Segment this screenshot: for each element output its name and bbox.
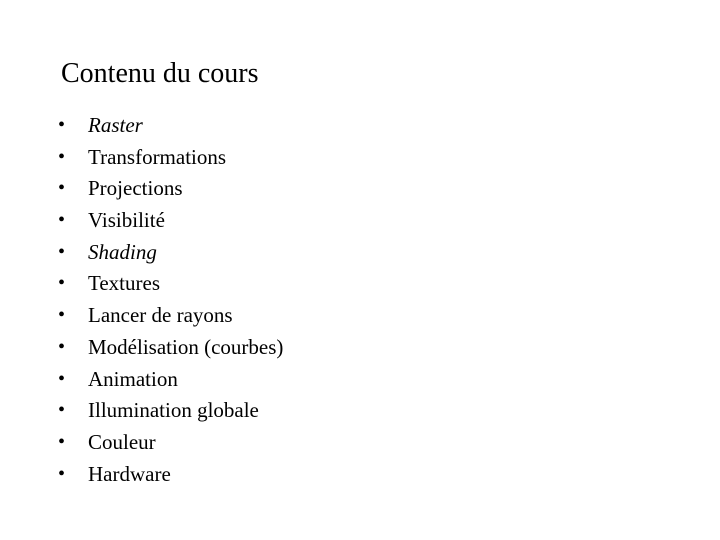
list-item-label: Modélisation (courbes) [88,334,284,359]
list-item-label: Projections [88,176,183,201]
list-item-label: Lancer de rayons [88,303,233,328]
bullet-icon: • [58,209,66,232]
bullet-icon: • [58,304,66,327]
bullet-icon: • [58,114,66,136]
list-item-label: Shading [88,239,157,264]
bullet-icon: • [58,367,66,390]
list-item-label: Textures [88,271,161,296]
list-item-label: Couleur [88,429,156,454]
list-item-label: Illumination globale [88,398,259,423]
bullet-icon: • [58,240,66,263]
list-item-label: Animation [88,366,178,391]
list-item-label: Hardware [88,461,171,486]
list-item-label: Visibilité [88,208,165,233]
bullet-icon: • [58,462,66,485]
list-item-label: Raster [88,113,143,137]
bullet-icon: • [58,430,66,453]
slide-title: Contenu du cours [61,58,259,89]
bullet-icon: • [58,335,66,358]
bullet-icon: • [58,177,66,200]
bullet-icon: • [58,145,66,168]
bullet-icon: • [58,272,66,295]
bullet-icon: • [58,399,66,422]
list-item-label: Transformations [88,144,227,169]
